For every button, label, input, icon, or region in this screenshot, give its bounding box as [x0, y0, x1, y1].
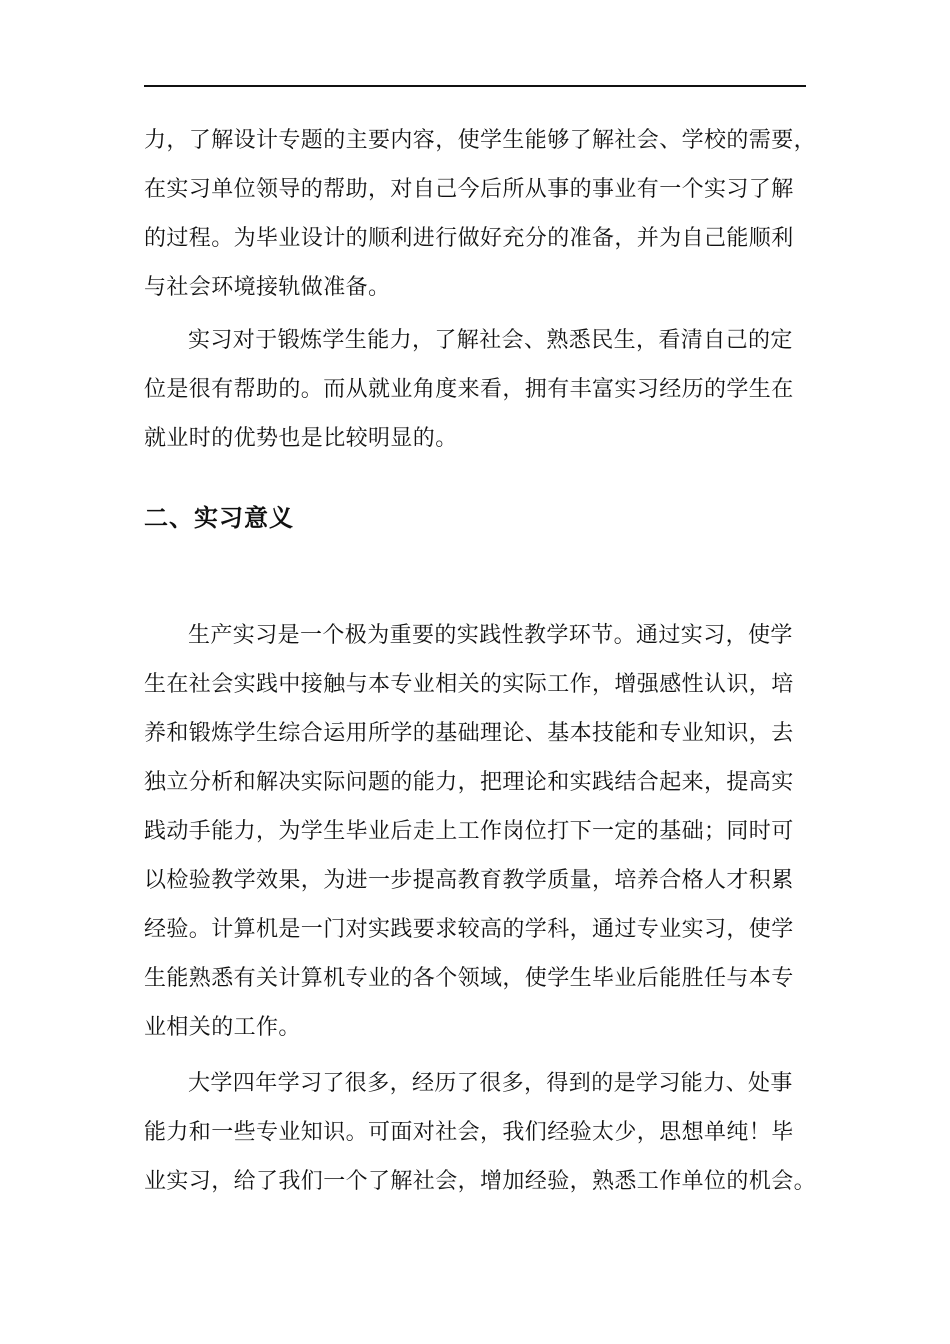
- text-line: 以检验教学效果，为进一步提高教育教学质量，培养合格人才积累: [144, 868, 794, 893]
- text-line: 独立分析和解决实际问题的能力，把理论和实践结合起来，提高实: [144, 770, 794, 795]
- text-line: 能力和一些专业知识。可面对社会，我们经验太少，思想单纯！毕: [144, 1120, 794, 1145]
- paragraph-internship-benefits: [144, 316, 814, 463]
- text-line: 的过程。为毕业设计的顺利进行做好充分的准备，并为自己能顺利: [144, 226, 794, 251]
- text-line: 业实习，给了我们一个了解社会，增加经验，熟悉工作单位的机会。: [144, 1169, 817, 1194]
- text-line: 养和锻炼学生综合运用所学的基础理论、基本技能和专业知识，去: [144, 721, 794, 746]
- text-line: 与社会环境接轨做准备。: [144, 275, 391, 300]
- text-line: 业相关的工作。: [144, 1015, 301, 1040]
- text-line: 经验。计算机是一门对实践要求较高的学科，通过专业实习，使学: [144, 917, 794, 942]
- paragraph-continuation: [144, 116, 817, 312]
- text-line: 大学四年学习了很多，经历了很多，得到的是学习能力、处事: [188, 1071, 793, 1096]
- text-line: 在实习单位领导的帮助，对自己今后所从事的事业有一个实习了解: [144, 177, 794, 202]
- text-line: 生能熟悉有关计算机专业的各个领域，使学生毕业后能胜任与本专: [144, 966, 794, 991]
- text-line: 位是很有帮助的。而从就业角度来看，拥有丰富实习经历的学生在: [144, 377, 794, 402]
- text-line: 力，了解设计专题的主要内容，使学生能够了解社会、学校的需要，: [144, 128, 817, 153]
- text-line: 践动手能力，为学生毕业后走上工作岗位打下一定的基础；同时可: [144, 819, 794, 844]
- text-line: 生在社会实践中接触与本专业相关的实际工作，增强感性认识，培: [144, 672, 794, 697]
- section-heading: 二、实习意义: [144, 504, 294, 532]
- paragraph-production-internship: [144, 611, 814, 1052]
- text-line: 就业时的优势也是比较明显的。: [144, 426, 458, 451]
- paragraph-university-experience: [144, 1059, 817, 1206]
- text-line: 生产实习是一个极为重要的实践性教学环节。通过实习，使学: [188, 623, 793, 648]
- text-line: 实习对于锻炼学生能力，了解社会、熟悉民生，看清自己的定: [188, 328, 793, 353]
- header-rule: [144, 85, 806, 87]
